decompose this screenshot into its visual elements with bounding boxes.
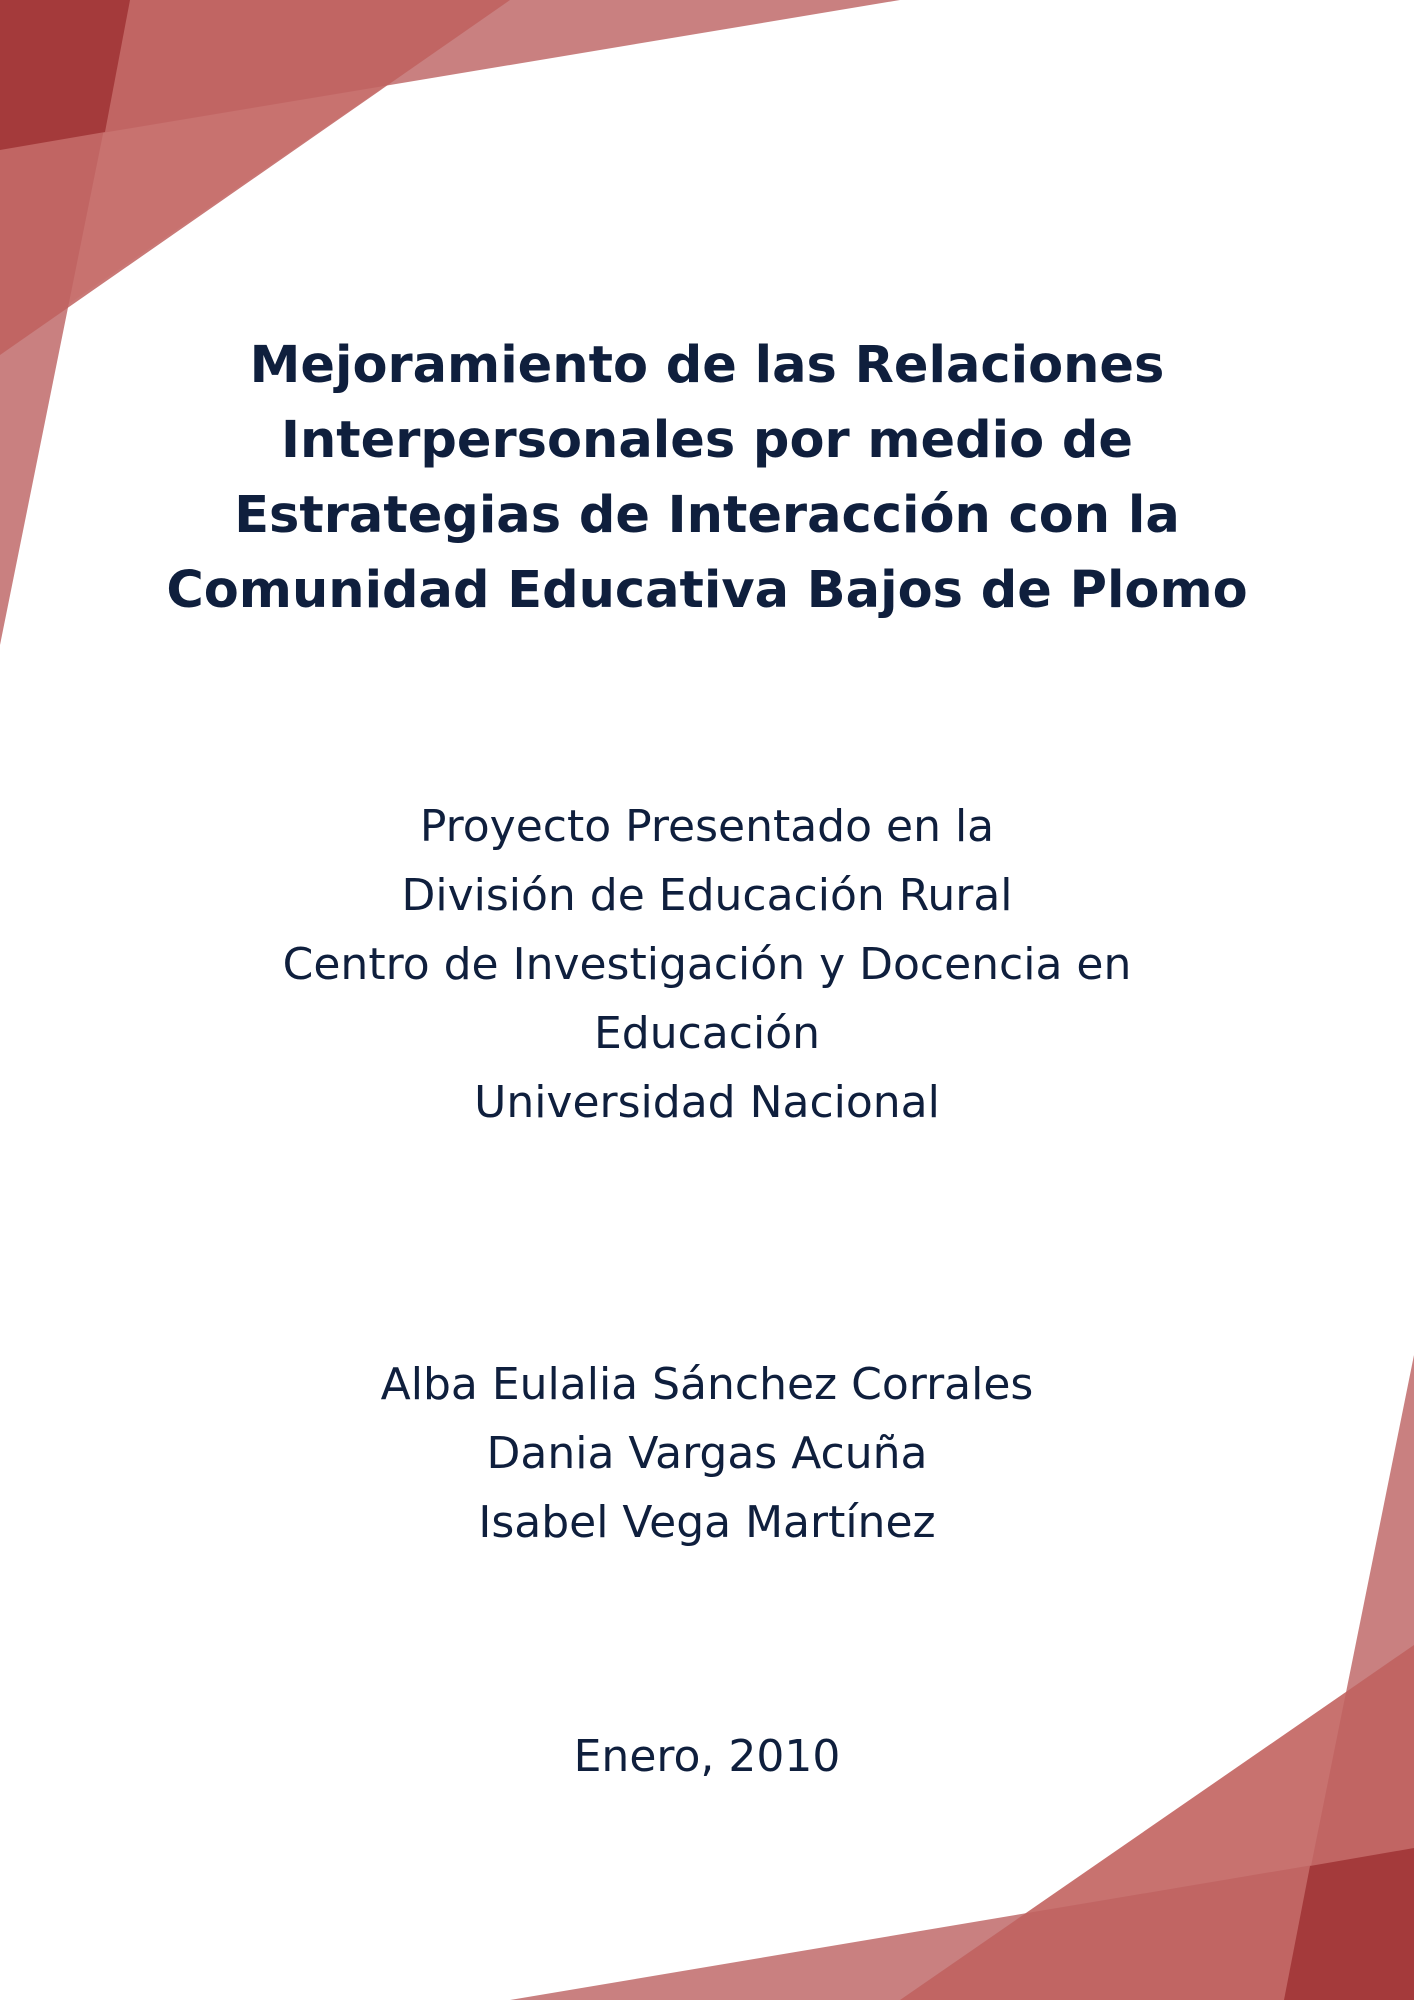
authors-block [120,1350,1294,1557]
author-name: Isabel Vega Martínez [478,1497,936,1548]
date-block [120,1722,1294,1791]
subtitle-line: División de Educación Rural [401,870,1013,921]
subtitle-line: Proyecto Presentado en la [419,801,995,852]
subtitle-line: Centro de Investigación y Docencia en [282,939,1132,990]
document-date: Enero, 2010 [573,1731,841,1782]
institution-block [120,792,1294,1137]
author-name: Alba Eulalia Sánchez Corrales [380,1359,1034,1410]
title-line: Interpersonales por medio de [280,411,1133,470]
author-name: Dania Vargas Acuña [486,1428,928,1479]
subtitle-line: Educación [594,1008,820,1059]
subtitle-line: Universidad Nacional [474,1077,940,1128]
document-title [120,328,1294,628]
title-line: Comunidad Educativa Bajos de Plomo [166,561,1248,620]
title-line: Mejoramiento de las Relaciones [249,336,1165,395]
title-line: Estrategias de Interacción con la [234,486,1180,545]
